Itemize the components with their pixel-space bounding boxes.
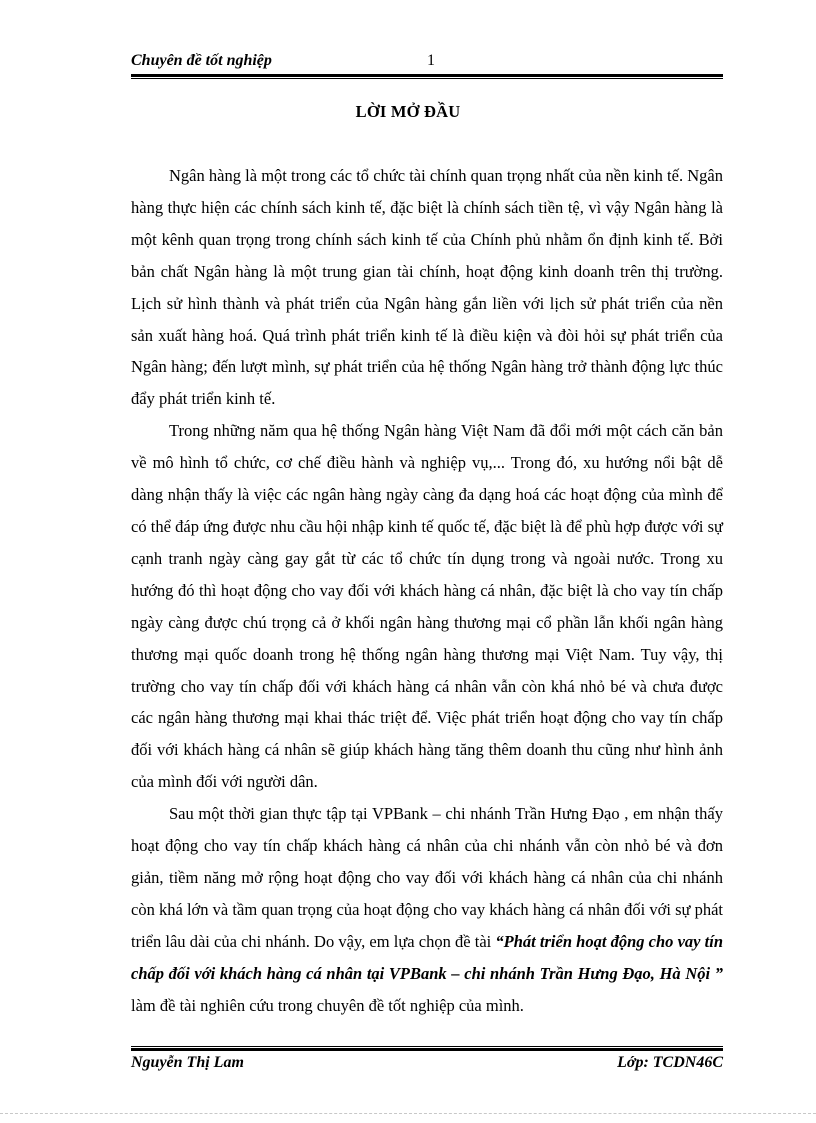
paragraph-3-end: làm đề tài nghiên cứu trong chuyên đề tốt nghiệp của mình. [131, 995, 524, 1015]
paragraph-3 [131, 798, 723, 1021]
header-divider [131, 74, 723, 79]
footer-author: Nguyễn Thị Lam [131, 1054, 244, 1071]
page-footer [131, 1054, 723, 1076]
footer-divider [131, 1046, 723, 1051]
thesis-topic: “Phát triển hoạt động cho vay tín chấp đối với khách hàng cá nhân tại VPBank – chi nhánh Trần Hưng Đạo, Hà Nội ” [131, 931, 724, 983]
paragraph-3-start: Sau một thời gian thực tập tại VPBank – chi nhánh Trần Hưng Đạo , em nhận thấy hoạt động cho vay tín chấp khách hàng cá nhân của chi nhánh vẫn còn nhỏ bé và đơn giản, tiềm năng mở rộng hoạt động cho vay đối với khách hàng cá nhân của chi nhánh còn khá lớn và tầm quan trọng của hoạt động cho vay khách hàng cá nhân đối với sự phát triển lâu dài của chi nhánh. Do vậy, em lựa chọn đề tài [131, 804, 723, 951]
footer-class: Lớp: TCDN46C [617, 1054, 723, 1071]
document-body [131, 160, 723, 1021]
page-number: 1 [427, 52, 435, 69]
page-edge [0, 1113, 816, 1114]
paragraph-1: Ngân hàng là một trong các tổ chức tài chính quan trọng nhất của nền kinh tế. Ngân hàng thực hiện các chính sách kinh tế, đặc biệt là chính sách tiền tệ, vì vậy Ngân hàng là một kênh quan trọng trong chính sách kinh tế của Chính phủ nhằm ổn định kinh tế. Bởi bản chất Ngân hàng là một trung gian tài chính, hoạt động kinh doanh trên thị trường. Lịch sử hình thành và phát triển của Ngân hàng gắn liền với lịch sử phát triển của nền sản xuất hàng hoá. Quá trình phát triển kinh tế là điều kiện và đòi hỏi sự phát triển của Ngân hàng; đến lượt mình, sự phát triển của hệ thống Ngân hàng trở thành động lực thúc đẩy phát triển kinh tế. [131, 166, 723, 409]
paragraph-2: Trong những năm qua hệ thống Ngân hàng Việt Nam đã đổi mới một cách căn bản về mô hình tổ chức, cơ chế điều hành và nghiệp vụ,... Trong đó, xu hướng nổi bật dễ dàng nhận thấy là việc các ngân hàng ngày càng đa dạng hoá các hoạt động của mình để có thể đáp ứng được nhu cầu hội nhập kinh tế quốc tế, đặc biệt là để phù hợp được với sự cạnh tranh ngày càng gay gắt từ các tổ chức tín dụng trong và ngoài nước. Trong xu hướng đó thì hoạt động cho vay đối với khách hàng cá nhân, đặc biệt là cho vay tín chấp ngày càng được chú trọng cả ở khối ngân hàng thương mại cổ phần lẫn khối ngân hàng thương mại quốc doanh trong hệ thống ngân hàng thương mại Việt Nam. Tuy vậy, thị trường cho vay tín chấp đối với khách hàng cá nhân vẫn còn khá nhỏ bé và chưa được các ngân hàng thương mại khai thác triệt để. Việc phát triển hoạt động cho vay tín chấp đối với khách hàng cá nhân sẽ giúp khách hàng tăng thêm doanh thu cũng như hình ảnh của mình đối với người dân. [131, 421, 723, 792]
page-header [131, 52, 723, 74]
header-title: Chuyên đề tốt nghiệp [131, 52, 272, 69]
section-heading: LỜI MỞ ĐẦU [355, 102, 461, 121]
